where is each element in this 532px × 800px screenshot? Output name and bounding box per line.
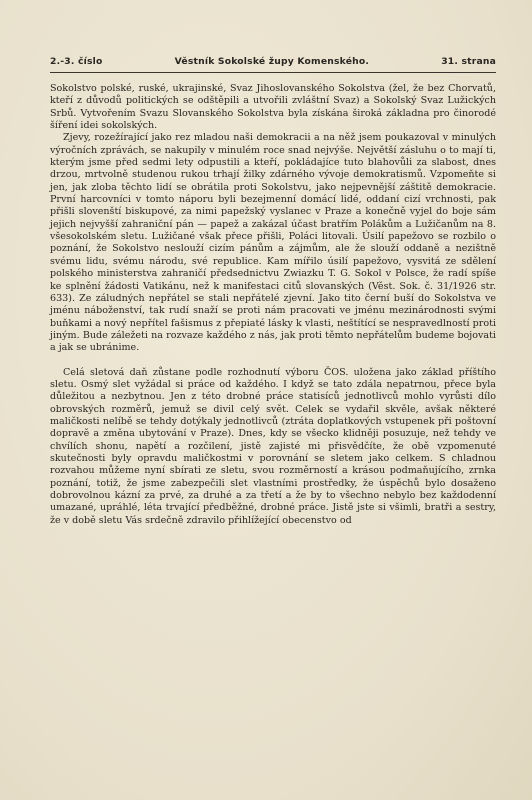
- paragraph-3: Celá sletová daň zůstane podle rozhodnutí výboru ČOS. uložena jako základ příštího sletu. Osmý slet vyžádal si práce od každého. I když se tato zdála nepatrnou, přece byla důležitou a nezbytnou. Jen z této drobné práce statisíců jednotlivců mohlo vyrůsti dílo obrovských rozměrů, jemuž se divil celý svět. Celek se vydařil skvěle, avšak některé maličkosti nelíbě se tehdy dotýkaly jednotlivců (ztráta doplatkových vstupenek při poštovní dopravě a změna ubytování v Praze). Dnes, kdy se všecko klidněji posuzuje, než tehdy ve chvílích shonu, napětí a rozčilení, jistě zajisté mi přisvědčíte, že obě vzpomenuté skutečnosti byly opravdu maličkostmi v porovnání se sletem jako celkem. S chladnou rozvahou můžeme nyní sbírati ze sletu, svou rozměrností a krásou podmaňujícího, zrnka poznání, totiž, že jsme zabezpečili slet vlastními prostředky, že úspěchů bylo dosaženo dobrovolnou kázní za prvé, za druhé a za třetí a že by to všechno nebylo bez každodenní umazané, upráhlé, léta trvající předběžné, drobné práce. Jistě jste si všimli, bratři a sestry, že v době sletu Vás srdečně zdravilo přihlížející obecenstvo od: [50, 366, 496, 526]
- paragraph-2: Zjevy, rozežírající jako rez mladou naši demokracii a na něž jsem poukazoval v minulých výročních zprávách, se nakupily v minulém roce snad nejvýše. Největší zásluhu o to mají ti, kterým jsme před sedmi lety odpustili a kteří, pokládajíce tuto blahovůli za slabost, dnes drzou, mrtvolně studenou rukou trhají žilky zdárného vývoje demokratismů. Vzpomeňte si jen, jak zloba těchto lidí se obrátila proti Sokolstvu, jako nejpevnější záštitě demokracie. První harcovníci v tomto náporu byli bezejmenní domácí lidé, oddaní cizí vrchnosti, pak přišli slovenští biskupové, za nimi papežský vyslanec v Praze a konečně vyjel do boje sám jejich nejvyšší zahraniční pán — papež a zakázal účast bratřím Polákům a Lužičanům na 8. všesokolském sletu. Lužičané však přece přišli, Poláci litovali. Úsilí papežovo se rozbilo o poznání, že Sokolstvo neslouží cizím pánům a zájmům, ale že slouží oddaně a nezištně svému lidu, svému národu, své republice. Kam mířilo úsilí papežovo, vysvitá ze sdělení polského ministerstva zahraničí předsednictvu Zwiazku T. G. Sokol v Polsce, že radí spíše ke splnění žádosti Vatikánu, než k manifestaci citů slovanských (Věst. Sok. č. 31/1926 str. 633). Ze záludných nepřátel se stali nepřátelé zjevní. Jako tito černí buší do Sokolstva ve jménu náboženství, tak rudí snaží se proti nám pracovati ve jménu mezinárodnosti svými buňkami a nový nepřítel fašismus z přepiaté lásky k vlasti, neštítící se nespravedlností proti jiným. Bude záležeti na rozvaze každého z nás, jak proti těmto nepřátelům budeme bojovati a jak se ubránime.: [50, 132, 496, 354]
- issue-number: 2.-3. číslo: [50, 56, 103, 67]
- paragraph-1: Sokolstvo polské, ruské, ukrajinské, Svaz Jihoslovanského Sokolstva (žel, že bez Chorvatů, kteří z důvodů politických se odštěpili a utvořili zvláštní Svaz) a Sokolský Svaz Lužických Srbů. Vytvořením Svazu Slovanského Sokolstva byla získána široká základna pro činorodé šíření idei sokolských.: [50, 83, 496, 132]
- page-number: 31. strana: [441, 56, 496, 67]
- article-body: [50, 83, 496, 527]
- journal-title: Věstník Sokolské župy Komenského.: [174, 56, 370, 67]
- page-header: [50, 56, 496, 73]
